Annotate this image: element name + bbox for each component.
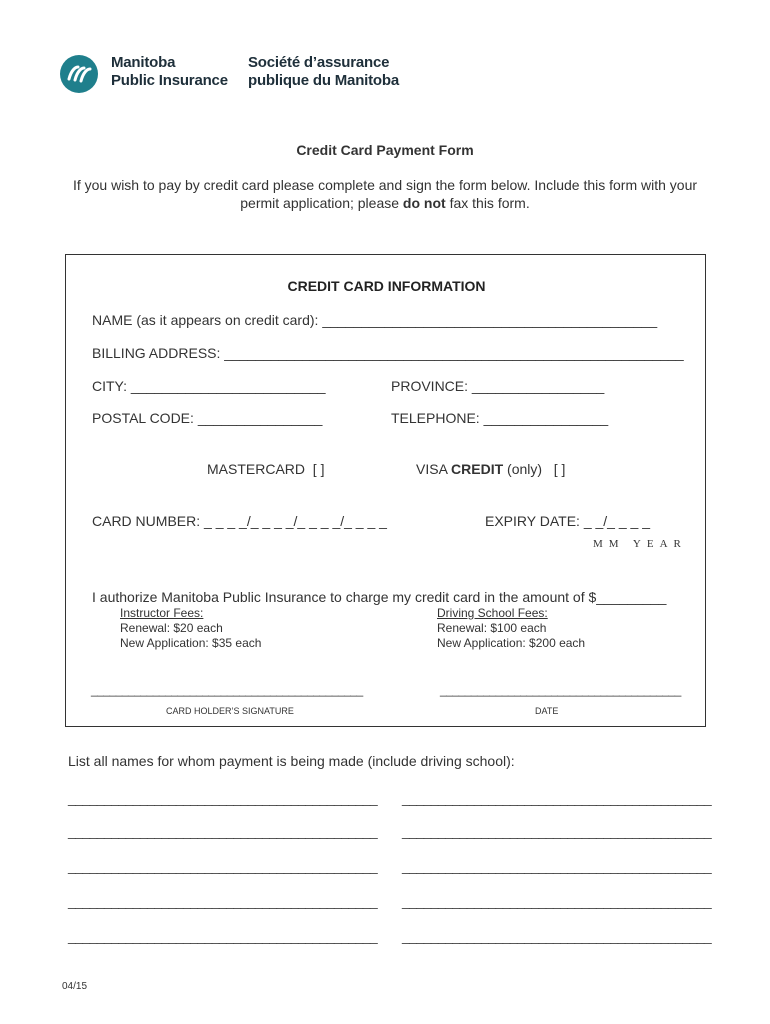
billing-blank: ___________________________________________________________ (224, 345, 684, 361)
name-line-right-2[interactable]: ___________________________________________ (402, 823, 712, 839)
mastercard-checkbox[interactable]: [ ] (312, 461, 325, 477)
mpi-logo-mark (60, 55, 98, 93)
mpi-logo-icon (60, 55, 98, 93)
card-number-blank: _ _ _ _/_ _ _ _/_ _ _ _/_ _ _ _ (204, 513, 387, 529)
signature-line[interactable]: ____________________________________________ (91, 683, 363, 697)
province-label: PROVINCE: (391, 378, 472, 394)
names-list-prompt: List all names for whom payment is being made (include driving school): (68, 753, 515, 769)
visa-only: (only) (503, 461, 543, 477)
visa-credit-option[interactable] (416, 461, 565, 477)
name-line-left-3[interactable]: ___________________________________________ (68, 858, 378, 874)
intro-after: fax this form. (445, 195, 530, 211)
mastercard-label: MASTERCARD (207, 461, 306, 477)
org-name-en-line2: Public Insurance (111, 72, 228, 89)
name-line-left-2[interactable]: ___________________________________________ (68, 823, 378, 839)
instructor-new-fee: New Application: $35 each (120, 636, 262, 650)
billing-label: BILLING ADDRESS: (92, 345, 225, 361)
name-line-right-1[interactable]: ___________________________________________ (402, 790, 712, 806)
name-blank: ___________________________________________ (322, 312, 658, 328)
name-field[interactable] (92, 312, 657, 328)
date-caption: DATE (535, 706, 559, 716)
date-line[interactable]: _______________________________________ (440, 683, 681, 697)
expiry-format-hint: MM YEAR (593, 538, 687, 550)
signature-caption: CARD HOLDER’S SIGNATURE (166, 706, 294, 716)
telephone-label: TELEPHONE: (391, 410, 484, 426)
telephone-field[interactable] (391, 410, 608, 426)
intro-before: If you wish to pay by credit card please complete and sign the form below. Include this form with your permit application; please (72, 177, 698, 211)
card-number-label: CARD NUMBER: (92, 513, 205, 529)
intro-emphasis: do not (402, 195, 446, 211)
expiry-date-field[interactable] (485, 513, 650, 529)
name-line-right-4[interactable]: ___________________________________________ (402, 893, 712, 909)
billing-address-field[interactable] (92, 345, 684, 361)
form-title: Credit Card Payment Form (296, 142, 474, 158)
org-name-en-line1: Manitoba (111, 54, 176, 71)
org-name-fr-line1: Société d’assurance (248, 54, 390, 71)
name-line-right-3[interactable]: ___________________________________________ (402, 858, 712, 874)
province-field[interactable] (391, 378, 604, 394)
visa-checkbox[interactable]: [ ] (553, 461, 566, 477)
name-line-right-5[interactable]: ___________________________________________ (402, 928, 712, 944)
section-title: CREDIT CARD INFORMATION (287, 278, 486, 294)
form-revision-code: 04/15 (62, 981, 88, 992)
name-label: NAME (as it appears on credit card): (92, 312, 323, 328)
instructor-renewal-fee: Renewal: $20 each (120, 621, 223, 635)
name-line-left-4[interactable]: ___________________________________________ (68, 893, 378, 909)
visa-label: VISA (416, 461, 452, 477)
school-new-fee: New Application: $200 each (437, 636, 586, 650)
school-renewal-fee: Renewal: $100 each (437, 621, 547, 635)
name-line-left-1[interactable]: ___________________________________________ (68, 790, 378, 806)
telephone-blank: ________________ (483, 410, 609, 426)
postal-label: POSTAL CODE: (92, 410, 198, 426)
mastercard-option[interactable] (207, 461, 324, 477)
province-blank: _________________ (471, 378, 605, 394)
expiry-label: EXPIRY DATE: (485, 513, 584, 529)
city-field[interactable] (92, 378, 326, 394)
card-number-field[interactable] (92, 513, 387, 529)
postal-code-field[interactable] (92, 410, 322, 426)
org-name-english (111, 54, 228, 90)
name-line-left-5[interactable]: ___________________________________________ (68, 928, 378, 944)
city-label: CITY: (92, 378, 131, 394)
org-name-french (248, 54, 399, 90)
instructor-fees-heading: Instructor Fees: (120, 606, 204, 620)
postal-blank: ________________ (197, 410, 323, 426)
visa-credit-emphasis: CREDIT (451, 461, 504, 477)
org-name-fr-line2: publique du Manitoba (248, 72, 399, 89)
credit-card-info-box (65, 254, 706, 727)
intro-text (0, 176, 770, 212)
expiry-blank: _ _/_ _ _ _ (583, 513, 650, 529)
city-blank: _________________________ (130, 378, 326, 394)
school-fees-heading: Driving School Fees: (437, 606, 548, 620)
authorization-text: I authorize Manitoba Public Insurance to charge my credit card in the amount of $_________ (92, 589, 667, 605)
